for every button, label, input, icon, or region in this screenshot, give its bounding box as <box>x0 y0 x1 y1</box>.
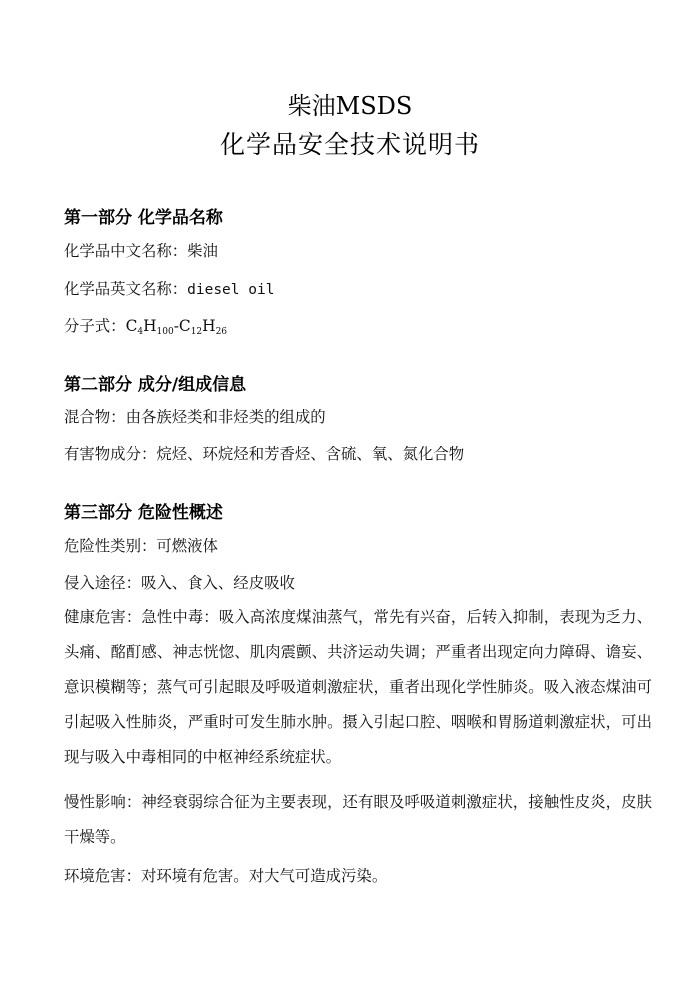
document-title: 柴油MSDS <box>287 92 413 120</box>
hazard-category-line: 危险性类别：可燃液体 <box>64 537 218 555</box>
chronic-effects-paragraph: 慢性影响：神经衰弱综合征为主要表现，还有眼及呼吸道刺激症状，接触性皮炎，皮肤干燥等。 <box>64 793 652 846</box>
molecular-formula: $C_4H_{100}-C_{12}H_{26}$ <box>125 317 228 337</box>
formula-label: 分子式： <box>64 317 126 335</box>
english-name-line <box>64 277 274 299</box>
mixture-line: 混合物：由各族烃类和非烃类的组成的 <box>64 408 326 426</box>
exposure-route-line: 侵入途径：吸入、食入、经皮吸收 <box>64 574 295 592</box>
harmful-components-line: 有害物成分：烷烃、环烷烃和芳香烃、含硫、氧、氮化合物 <box>64 445 465 463</box>
section-heading-part3: 第三部分 危险性概述 <box>64 503 223 523</box>
health-hazard-paragraph: 健康危害：急性中毒：吸入高浓度煤油蒸气，常先有兴奋，后转入抑制，表现为乏力、头痛、酩酊感、神志恍惚、肌肉震颤、共济运动失调；严重者出现定向力障碍、谵妄、意识模糊等；蒸气可引起眼及呼吸道刺激症状，重者出现化学性肺炎。吸入液态煤油可引起吸入性肺炎，严重时可发生肺水肿。摄入引起口腔、咽喉和胃肠道刺激症状，可出现与吸入中毒相同的中枢神经系统症状。 <box>64 608 652 766</box>
english-name-label: 化学品英文名称： <box>64 280 188 298</box>
environmental-hazard-line: 环境危害：对环境有危害。对大气可造成污染。 <box>64 867 388 885</box>
document-subtitle: 化学品安全技术说明书 <box>219 130 480 159</box>
section-heading-part1: 第一部分 化学品名称 <box>64 208 223 228</box>
chinese-name-line: 化学品中文名称：柴油 <box>64 242 218 260</box>
english-name-value: diesel oil <box>187 282 275 298</box>
molecular-formula-line <box>64 314 227 336</box>
section-heading-part2: 第二部分 成分/组成信息 <box>64 375 247 395</box>
